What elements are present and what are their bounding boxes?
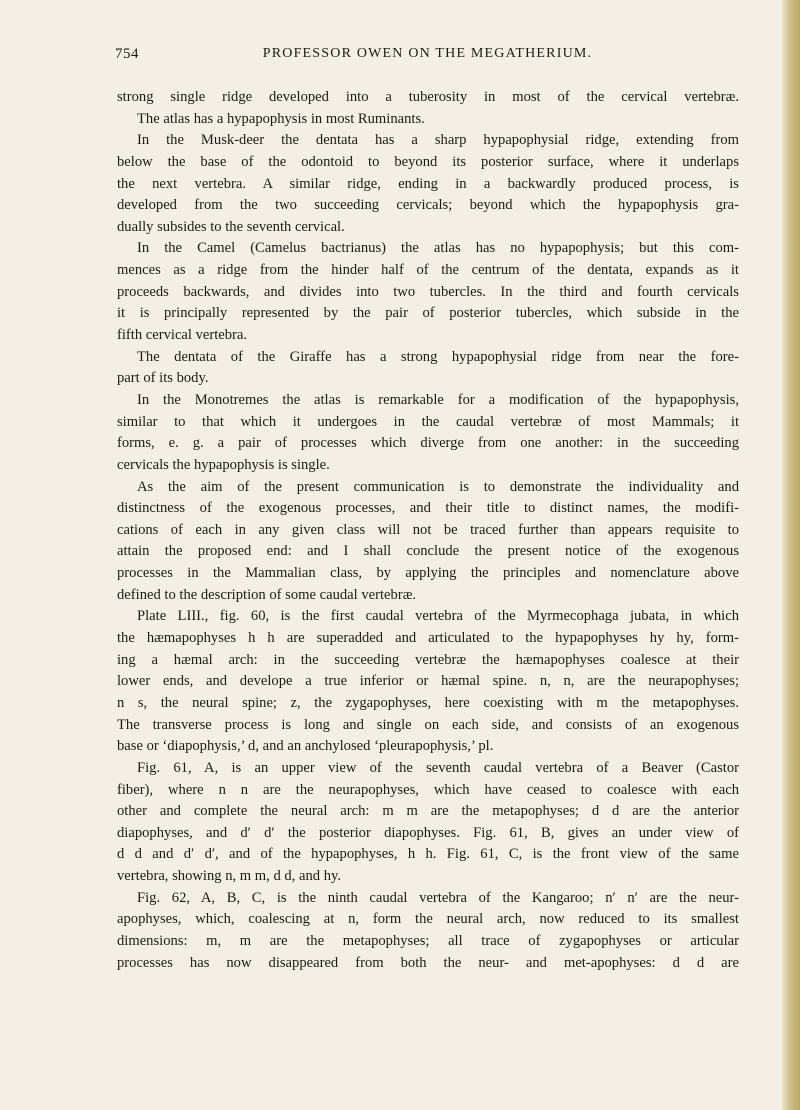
text-line: base or ‘diapophysis,’ d, and an anchylosed ‘pleurapophysis,’ pl. xyxy=(117,738,494,755)
text-line: apophyses, which, coalescing at n, form the neural arch, now reduced to its smallest xyxy=(117,911,739,928)
text-line: ing a hæmal arch: in the succeeding vertebræ the hæmapophyses coalesce at their xyxy=(117,651,739,668)
text-line: processes has now disappeared from both the neur- and met-apophyses: d d are xyxy=(117,954,739,971)
text-line: forms, e. g. a pair of processes which diverge from one another: in the succeeding xyxy=(117,435,739,452)
text-line: dimensions: m, m are the metapophyses; all trace of zygapophyses or articular xyxy=(117,932,739,949)
text-line: part of its body. xyxy=(117,370,209,387)
text-line: dually subsides to the seventh cervical. xyxy=(117,218,345,235)
running-head: PROFESSOR OWEN ON THE MEGATHERIUM. xyxy=(262,46,593,61)
text-line: developed from the two succeeding cervicals; beyond which the hypapophysis gra- xyxy=(117,197,739,214)
text-line: processes in the Mammalian class, by applying the principles and nomenclature above xyxy=(117,565,739,582)
text-line: below the base of the odontoid to beyond its posterior surface, where it underlaps xyxy=(117,153,739,170)
text-line: In the Monotremes the atlas is remarkable for a modification of the hypapophysis, xyxy=(137,391,739,408)
text-line: In the Camel (Camelus bactrianus) the atlas has no hypapophysis; but this com- xyxy=(137,240,739,257)
text-line: n s, the neural spine; z, the zygapophyses, here coexisting with m the metapophyses. xyxy=(117,694,739,711)
text-line: cations of each in any given class will not be traced further than appears requisite to xyxy=(117,521,739,538)
text-line: vertebra, showing n, m m, d d, and hy. xyxy=(117,868,342,885)
text-line: lower ends, and develope a true inferior or hæmal spine. n, n, are the neurapophyses; xyxy=(117,673,739,690)
text-line: it is principally represented by the pair of posterior tubercles, which subside in the xyxy=(117,305,739,322)
text-line: attain the proposed end: and I shall conclude the present notice of the exogenous xyxy=(117,543,739,560)
page-header xyxy=(115,46,740,68)
text-line: In the Musk-deer the dentata has a sharp hypapophysial ridge, extending from xyxy=(137,132,739,149)
text-line: the hæmapophyses h h are superadded and articulated to the hypapophyses hy hy, form- xyxy=(117,630,739,647)
text-line: fifth cervical vertebra. xyxy=(117,327,248,344)
text-line: The transverse process is long and single on each side, and consists of an exogenous xyxy=(117,716,739,733)
text-line: As the aim of the present communication is to demonstrate the individuality and xyxy=(137,478,739,495)
text-line: other and complete the neural arch: m m are the metapophyses; d d are the anterior xyxy=(117,803,739,820)
text-line: mences as a ridge from the hinder half of the centrum of the dentata, expands as it xyxy=(117,262,739,279)
text-line: cervicals the hypapophysis is single. xyxy=(117,456,330,473)
text-line: the next vertebra. A similar ridge, ending in a backwardly produced process, is xyxy=(117,175,739,192)
text-line: Plate LIII., fig. 60, is the first caudal vertebra of the Myrmecophaga jubata, in which xyxy=(137,608,739,625)
text-line: Fig. 62, A, B, C, is the ninth caudal vertebra of the Kangaroo; n′ n′ are the neur- xyxy=(137,889,739,906)
text-line: diapophyses, and d′ d′ the posterior diapophyses. Fig. 61, B, gives an under view of xyxy=(117,824,739,841)
text-line: distinctness of the exogenous processes, and their title to distinct names, the modifi- xyxy=(117,500,739,517)
text-line: Fig. 61, A, is an upper view of the seventh caudal vertebra of a Beaver (Castor xyxy=(137,759,739,776)
text-line: proceeds backwards, and divides into two tubercles. In the third and fourth cervicals xyxy=(117,283,739,300)
text-line: The atlas has a hypapophysis in most Ruminants. xyxy=(137,110,425,127)
text-line: similar to that which it undergoes in the caudal vertebræ of most Mammals; it xyxy=(117,413,739,430)
text-line: defined to the description of some caudal vertebræ. xyxy=(117,586,417,603)
body-text xyxy=(117,87,739,974)
text-line: d d and d′ d′, and of the hypapophyses, h h. Fig. 61, C, is the front view of the same xyxy=(117,846,739,863)
page-edge xyxy=(782,0,800,1110)
page-number: 754 xyxy=(115,46,139,62)
text-line: strong single ridge developed into a tuberosity in most of the cervical vertebræ. xyxy=(117,89,739,105)
text-line: fiber), where n n are the neurapophyses, which have ceased to coalesce with each xyxy=(117,781,739,798)
text-line: The dentata of the Giraffe has a strong hypapophysial ridge from near the fore- xyxy=(137,348,739,365)
